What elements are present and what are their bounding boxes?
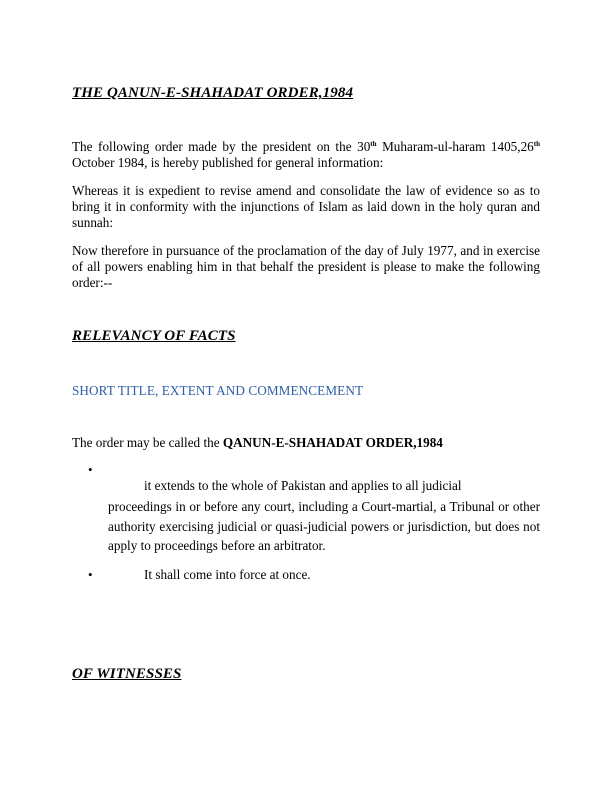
bullet-icon: •: [88, 462, 93, 477]
bullet-icon: •: [88, 567, 93, 582]
section-heading-of-witnesses: OF WITNESSES: [72, 666, 182, 682]
order-name-prefix: The order may be called the: [72, 435, 223, 450]
bullet-2-text: It shall come into force at once.: [144, 567, 311, 582]
subheading-short-title: SHORT TITLE, EXTENT AND COMMENCEMENT: [72, 383, 364, 398]
now-therefore-paragraph: Now therefore in pursuance of the proclamation of the day of July 1977, and in exercise of all powers enabling him in that behalf the president is please to make the following order:--: [72, 243, 540, 290]
intro-text-2: Muharam-ul-haram 1405,26: [376, 139, 534, 154]
section-heading-relevancy-of-facts: RELEVANCY OF FACTS: [72, 328, 236, 344]
intro-text-1: The following order made by the president on the 30: [72, 139, 371, 154]
intro-text-3: October 1984, is hereby published for general information:: [72, 155, 384, 170]
whereas-paragraph: Whereas it is expedient to revise amend and consolidate the law of evidence so as to bring it in conformity with the injunctions of Islam as laid down in the holy quran and sunnah:: [72, 183, 540, 230]
intro-paragraph: [72, 139, 540, 171]
intro-superscript-2: th: [533, 140, 540, 148]
bullet-1-first-line: it extends to the whole of Pakistan and applies to all judicial: [144, 478, 462, 493]
document-title: THE QANUN-E-SHAHADAT ORDER,1984: [72, 85, 354, 101]
intro-superscript-1: th: [370, 140, 377, 148]
order-name-bold: QANUN-E-SHAHADAT ORDER,1984: [222, 435, 443, 450]
bullet-1-continuation: proceedings in or before any court, including a Court-martial, a Tribunal or other authority exercising judicial or quasi-judicial powers or jurisdiction, but does not apply to proceedings before an arbitrator.: [108, 499, 540, 553]
order-name-line: [72, 435, 443, 451]
